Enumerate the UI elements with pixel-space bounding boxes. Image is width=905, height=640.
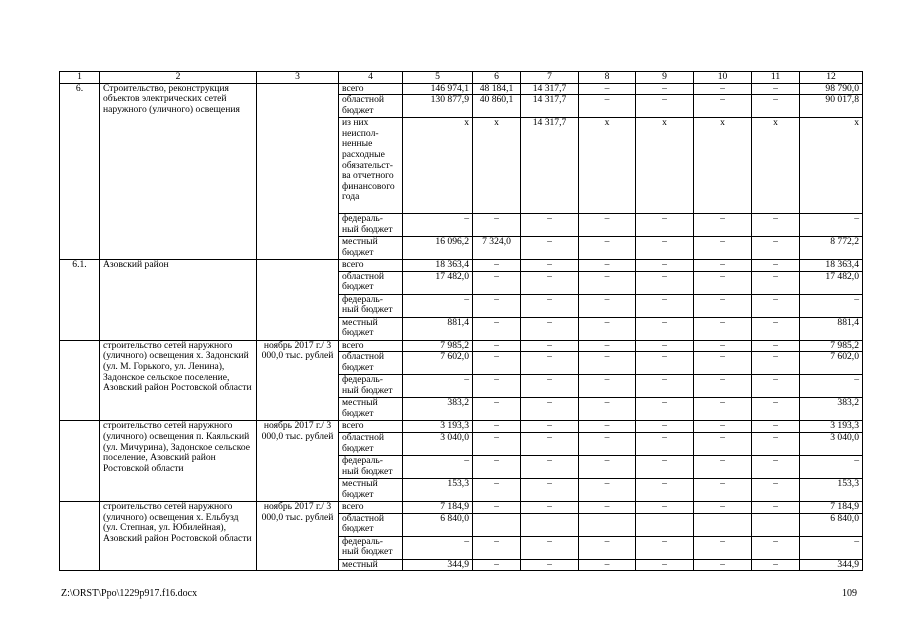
value-cell: – — [694, 83, 752, 95]
value-cell: 344,9 — [403, 559, 473, 571]
value-cell: – — [636, 352, 694, 375]
value-cell: – — [752, 501, 800, 513]
value-cell: 8 772,2 — [800, 237, 863, 260]
value-cell: – — [579, 398, 636, 421]
header-cell: 2 — [100, 72, 257, 84]
value-cell: – — [694, 260, 752, 272]
header-cell: 11 — [752, 72, 800, 84]
value-cell: 146 974,1 — [403, 83, 473, 95]
value-cell: 7 602,0 — [800, 352, 863, 375]
value-cell: – — [473, 317, 521, 340]
item-name: строительство сетей наружного (уличного) освещения х. Задонский (ул. М. Горького, ул. Ленина), Задонское сельское поселение, Азовский район Ростовской области — [100, 340, 257, 421]
row-number: 6. — [60, 83, 100, 260]
value-cell: 6 840,0 — [800, 513, 863, 536]
value-cell: 153,3 — [800, 478, 863, 501]
funding-source: местный бюджет — [339, 478, 403, 501]
footer-file-path: Z:\ORST\Ppo\1229p917.f16.docx — [61, 588, 198, 599]
value-cell: 3 193,3 — [403, 421, 473, 433]
value-cell: – — [694, 478, 752, 501]
header-cell: 12 — [800, 72, 863, 84]
value-cell: – — [579, 271, 636, 294]
table-row — [60, 83, 863, 95]
value-cell — [636, 513, 694, 536]
value-cell: х — [403, 118, 473, 214]
value-cell: – — [403, 294, 473, 317]
value-cell: – — [636, 501, 694, 513]
value-cell: – — [521, 432, 579, 455]
value-cell: – — [752, 260, 800, 272]
term-cost — [257, 83, 339, 260]
item-name: Азовский район — [100, 260, 257, 341]
value-cell: 383,2 — [403, 398, 473, 421]
funding-source: всего — [339, 421, 403, 433]
value-cell: – — [694, 214, 752, 237]
value-cell: – — [636, 559, 694, 571]
header-cell: 3 — [257, 72, 339, 84]
value-cell: – — [752, 294, 800, 317]
value-cell: – — [800, 536, 863, 559]
value-cell — [752, 513, 800, 536]
value-cell — [473, 513, 521, 536]
value-cell: – — [579, 478, 636, 501]
value-cell: – — [752, 95, 800, 118]
value-cell: – — [521, 214, 579, 237]
value-cell: – — [473, 260, 521, 272]
term-cost: ноябрь 2017 г./ 3 000,0 тыс. рублей — [257, 340, 339, 421]
value-cell: х — [636, 118, 694, 214]
value-cell: 383,2 — [800, 398, 863, 421]
value-cell — [694, 513, 752, 536]
header-cell: 9 — [636, 72, 694, 84]
value-cell: 17 482,0 — [403, 271, 473, 294]
value-cell: – — [636, 83, 694, 95]
value-cell: 3 040,0 — [800, 432, 863, 455]
value-cell: 344,9 — [800, 559, 863, 571]
value-cell: – — [521, 317, 579, 340]
term-cost — [257, 260, 339, 341]
item-name: Строительство, реконструкция объектов электрических сетей наружного (уличного) освещения — [100, 83, 257, 260]
funding-source: областной бюджет — [339, 271, 403, 294]
value-cell: 153,3 — [403, 478, 473, 501]
value-cell: – — [636, 421, 694, 433]
value-cell: 18 363,4 — [800, 260, 863, 272]
funding-source: всего — [339, 260, 403, 272]
value-cell: х — [579, 118, 636, 214]
value-cell: 18 363,4 — [403, 260, 473, 272]
value-cell: – — [694, 352, 752, 375]
funding-source: местный бюджет — [339, 398, 403, 421]
value-cell: – — [636, 340, 694, 352]
value-cell: – — [403, 214, 473, 237]
value-cell: – — [473, 455, 521, 478]
value-cell: 6 840,0 — [403, 513, 473, 536]
funding-source: всего — [339, 340, 403, 352]
value-cell: – — [521, 294, 579, 317]
value-cell: 14 317,7 — [521, 95, 579, 118]
value-cell: – — [694, 340, 752, 352]
value-cell: – — [579, 294, 636, 317]
value-cell: х — [473, 118, 521, 214]
table-body — [60, 72, 863, 571]
value-cell: – — [579, 432, 636, 455]
table-row — [60, 501, 863, 513]
funding-source: областной бюджет — [339, 95, 403, 118]
value-cell: – — [473, 352, 521, 375]
value-cell: – — [636, 95, 694, 118]
value-cell: – — [752, 214, 800, 237]
value-cell: – — [579, 501, 636, 513]
value-cell: – — [636, 536, 694, 559]
page-number: 109 — [842, 588, 857, 599]
value-cell: – — [579, 317, 636, 340]
value-cell: – — [521, 352, 579, 375]
value-cell: – — [473, 398, 521, 421]
item-name: строительство сетей наружного (уличного) освещения п. Каяльский (ул. Мичурина), Задонское сельское поселение, Азовский район Ростовской области — [100, 421, 257, 502]
table-row — [60, 260, 863, 272]
value-cell: – — [521, 478, 579, 501]
value-cell: – — [473, 536, 521, 559]
value-cell: – — [579, 352, 636, 375]
value-cell: – — [694, 294, 752, 317]
value-cell: – — [694, 375, 752, 398]
value-cell: – — [752, 352, 800, 375]
value-cell: – — [403, 536, 473, 559]
value-cell: 7 985,2 — [403, 340, 473, 352]
value-cell: – — [752, 271, 800, 294]
budget-table — [59, 71, 863, 571]
value-cell: – — [752, 478, 800, 501]
value-cell: – — [521, 398, 579, 421]
header-cell: 5 — [403, 72, 473, 84]
value-cell: – — [636, 271, 694, 294]
value-cell: – — [694, 432, 752, 455]
value-cell: х — [694, 118, 752, 214]
value-cell: – — [694, 95, 752, 118]
funding-source: областной бюджет — [339, 352, 403, 375]
value-cell: 881,4 — [800, 317, 863, 340]
value-cell: – — [473, 214, 521, 237]
term-cost: ноябрь 2017 г./ 3 000,0 тыс. рублей — [257, 421, 339, 502]
value-cell: – — [636, 432, 694, 455]
value-cell: – — [521, 559, 579, 571]
funding-source: из них неиспол-ненные расходные обязательст-ва отчетного финансового года — [339, 118, 403, 214]
value-cell: 3 040,0 — [403, 432, 473, 455]
header-cell: 8 — [579, 72, 636, 84]
header-row — [60, 72, 863, 84]
value-cell: – — [473, 559, 521, 571]
header-cell: 10 — [694, 72, 752, 84]
value-cell: – — [521, 455, 579, 478]
value-cell: – — [473, 432, 521, 455]
value-cell: 48 184,1 — [473, 83, 521, 95]
value-cell: 14 317,7 — [521, 83, 579, 95]
value-cell: 14 317,7 — [521, 118, 579, 214]
value-cell: – — [579, 421, 636, 433]
funding-source: всего — [339, 501, 403, 513]
term-cost: ноябрь 2017 г./ 3 000,0 тыс. рублей — [257, 501, 339, 570]
value-cell: – — [636, 478, 694, 501]
value-cell: – — [521, 340, 579, 352]
value-cell: – — [579, 340, 636, 352]
row-number — [60, 421, 100, 502]
value-cell: – — [694, 317, 752, 340]
funding-source: местный бюджет — [339, 317, 403, 340]
value-cell: х — [752, 118, 800, 214]
row-number — [60, 501, 100, 570]
value-cell: – — [473, 340, 521, 352]
value-cell: 3 193,3 — [800, 421, 863, 433]
value-cell: – — [473, 271, 521, 294]
value-cell — [579, 513, 636, 536]
funding-source: федераль-ный бюджет — [339, 455, 403, 478]
table-row — [60, 340, 863, 352]
value-cell: 16 096,2 — [403, 237, 473, 260]
value-cell — [521, 513, 579, 536]
header-cell: 6 — [473, 72, 521, 84]
value-cell: – — [403, 375, 473, 398]
value-cell: – — [636, 294, 694, 317]
value-cell: – — [521, 421, 579, 433]
value-cell: – — [521, 375, 579, 398]
header-cell: 1 — [60, 72, 100, 84]
value-cell: – — [752, 83, 800, 95]
value-cell: – — [752, 536, 800, 559]
value-cell: – — [800, 375, 863, 398]
value-cell: – — [579, 83, 636, 95]
value-cell: – — [473, 501, 521, 513]
value-cell: – — [694, 421, 752, 433]
value-cell: – — [694, 398, 752, 421]
value-cell: – — [800, 294, 863, 317]
item-name: строительство сетей наружного (уличного) освещения х. Ельбузд (ул. Степная, ул. Юбилейная), Азовский район Ростовской области — [100, 501, 257, 570]
value-cell: 98 790,0 — [800, 83, 863, 95]
value-cell: – — [521, 501, 579, 513]
value-cell: 40 860,1 — [473, 95, 521, 118]
value-cell: 7 602,0 — [403, 352, 473, 375]
funding-source: всего — [339, 83, 403, 95]
value-cell: – — [694, 237, 752, 260]
value-cell: – — [752, 398, 800, 421]
value-cell: – — [579, 559, 636, 571]
value-cell: – — [473, 421, 521, 433]
value-cell: – — [800, 214, 863, 237]
value-cell: – — [752, 559, 800, 571]
value-cell: – — [694, 455, 752, 478]
value-cell: – — [403, 455, 473, 478]
value-cell: – — [752, 421, 800, 433]
funding-source: федераль-ный бюджет — [339, 294, 403, 317]
value-cell: – — [579, 455, 636, 478]
value-cell: 90 017,8 — [800, 95, 863, 118]
value-cell: – — [636, 455, 694, 478]
funding-source: местный бюджет — [339, 237, 403, 260]
value-cell: – — [473, 375, 521, 398]
value-cell: 7 184,9 — [800, 501, 863, 513]
funding-source: местный — [339, 559, 403, 571]
value-cell: – — [473, 294, 521, 317]
table-row — [60, 421, 863, 433]
funding-source: федераль-ный бюджет — [339, 214, 403, 237]
value-cell: – — [579, 237, 636, 260]
value-cell: – — [636, 317, 694, 340]
value-cell: – — [694, 501, 752, 513]
value-cell: – — [579, 95, 636, 118]
value-cell: – — [636, 214, 694, 237]
value-cell: 17 482,0 — [800, 271, 863, 294]
value-cell: – — [752, 455, 800, 478]
funding-source: федераль-ный бюджет — [339, 536, 403, 559]
value-cell: – — [579, 214, 636, 237]
value-cell: – — [694, 536, 752, 559]
value-cell: – — [521, 536, 579, 559]
value-cell: – — [694, 271, 752, 294]
value-cell: – — [579, 375, 636, 398]
value-cell: – — [752, 432, 800, 455]
value-cell: – — [473, 478, 521, 501]
value-cell: – — [752, 375, 800, 398]
value-cell: – — [636, 260, 694, 272]
value-cell: – — [800, 455, 863, 478]
value-cell: – — [636, 237, 694, 260]
value-cell: 7 985,2 — [800, 340, 863, 352]
value-cell: – — [752, 237, 800, 260]
value-cell: – — [579, 536, 636, 559]
value-cell: – — [521, 260, 579, 272]
header-cell: 7 — [521, 72, 579, 84]
value-cell: – — [636, 398, 694, 421]
value-cell: – — [752, 340, 800, 352]
value-cell: 7 324,0 — [473, 237, 521, 260]
row-number: 6.1. — [60, 260, 100, 341]
funding-source: федераль-ный бюджет — [339, 375, 403, 398]
value-cell: – — [636, 375, 694, 398]
value-cell: – — [752, 317, 800, 340]
funding-source: областной бюджет — [339, 513, 403, 536]
value-cell: – — [579, 260, 636, 272]
value-cell: – — [521, 271, 579, 294]
value-cell: – — [694, 559, 752, 571]
header-cell: 4 — [339, 72, 403, 84]
value-cell: 7 184,9 — [403, 501, 473, 513]
value-cell: х — [800, 118, 863, 214]
value-cell: 881,4 — [403, 317, 473, 340]
funding-source: областной бюджет — [339, 432, 403, 455]
value-cell: 130 877,9 — [403, 95, 473, 118]
row-number — [60, 340, 100, 421]
value-cell: – — [521, 237, 579, 260]
